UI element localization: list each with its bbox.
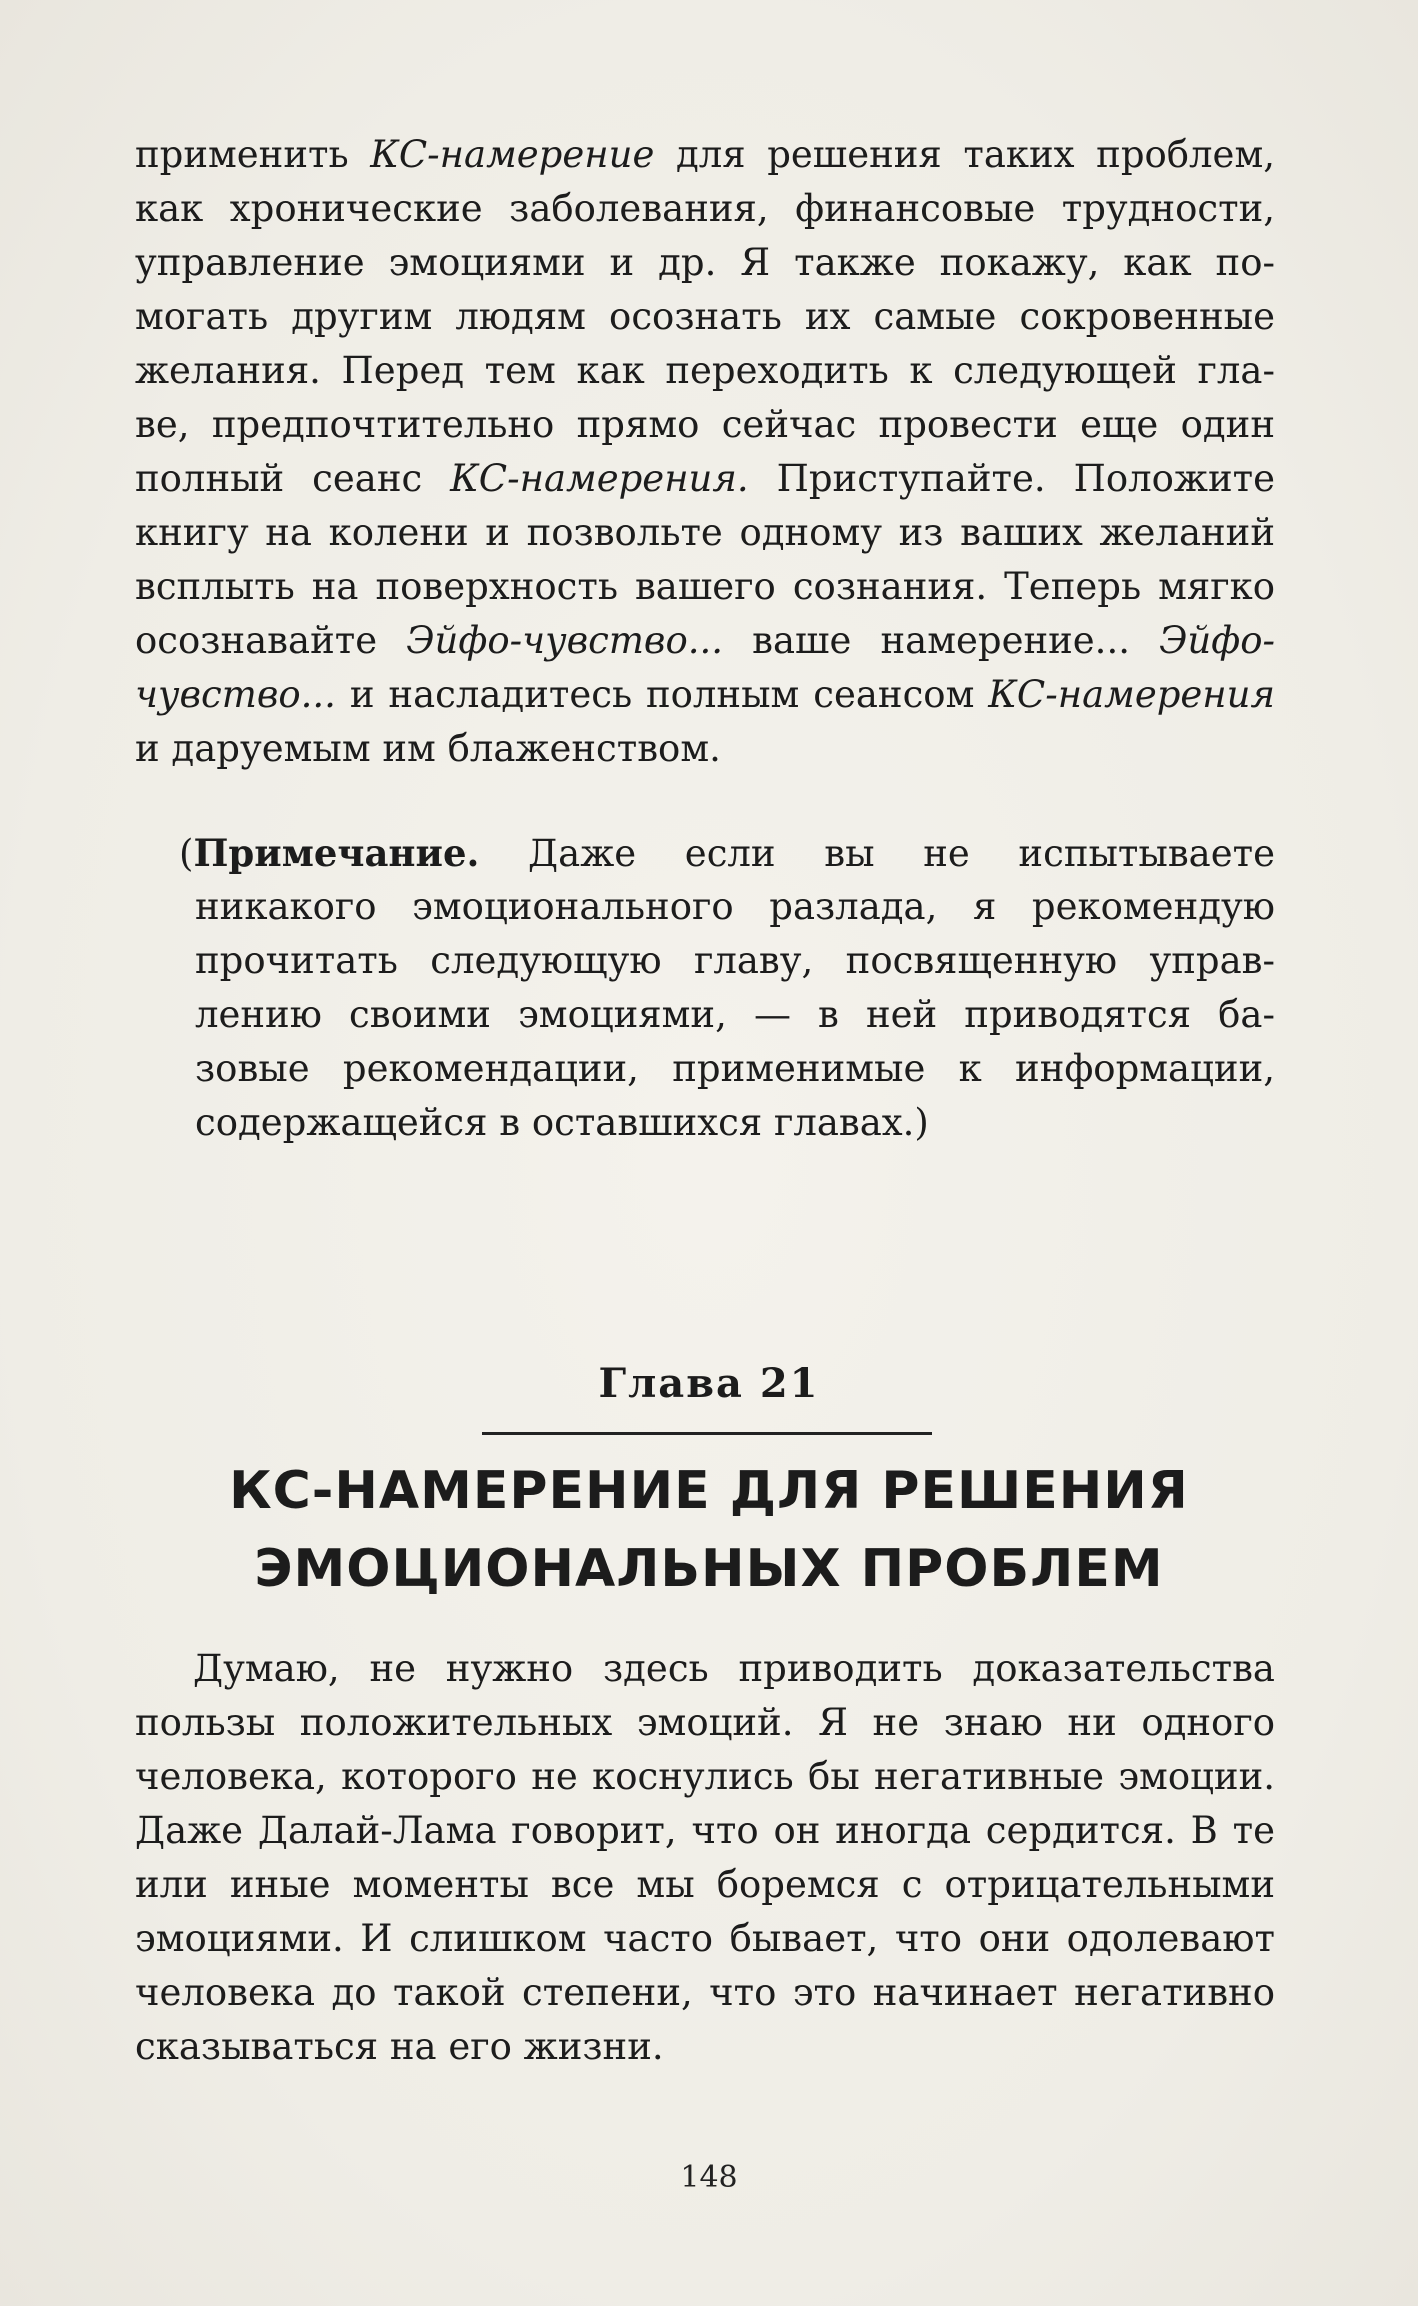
text-line [135, 182, 1275, 236]
text-run: содержащейся в оставшихся главах.) [195, 1101, 929, 1144]
text-run: книгу на колени и позвольте одному из ваших желаний [135, 511, 1275, 554]
text-run: ( [179, 832, 194, 875]
text-run: полный сеанс [135, 457, 451, 500]
text-line [195, 880, 1275, 934]
text-line [195, 1042, 1275, 1096]
text-run: для решения таких проблем, [654, 133, 1275, 176]
italic-term: чувство... [135, 673, 336, 716]
italic-term: КС-намерение [370, 133, 655, 176]
text-line [135, 128, 1275, 182]
text-run: зовые рекомендации, применимые к информации, [195, 1047, 1275, 1090]
text-line [135, 506, 1275, 560]
text-run: прочитать следующую главу, посвященную управ- [195, 939, 1275, 982]
text-line [135, 452, 1275, 506]
text-run: осознавайте [135, 619, 407, 662]
text-run: человека до такой степени, что это начинает негативно [135, 1971, 1275, 2014]
text-run: применить [135, 133, 371, 176]
text-line [195, 988, 1275, 1042]
text-line [135, 1696, 1275, 1750]
chapter-title-line-1: КС-НАМЕРЕНИЕ ДЛЯ РЕШЕНИЯ [229, 1461, 1189, 1521]
note-paragraph [179, 826, 1275, 1150]
text-line [135, 236, 1275, 290]
italic-term: Эйфо- [1159, 619, 1275, 662]
text-line [135, 290, 1275, 344]
page-number: 148 [680, 2160, 738, 2195]
text-line [135, 1750, 1275, 1804]
chapter-title-line-2: ЭМОЦИОНАЛЬНЫХ ПРОБЛЕМ [254, 1539, 1164, 1599]
text-run: Даже Далай-Лама говорит, что он иногда сердится. В те [135, 1809, 1275, 1852]
text-run: эмоциями. И слишком часто бывает, что они одолевают [135, 1917, 1275, 1960]
text-run: сказываться на его жизни. [135, 2025, 664, 2068]
text-line [135, 614, 1275, 668]
text-line [135, 1966, 1275, 2020]
text-line [135, 398, 1275, 452]
text-run: и даруемым им блаженством. [135, 727, 721, 770]
text-line [135, 722, 1275, 776]
chapter-title [0, 1452, 1418, 1608]
text-line [195, 1096, 1275, 1150]
text-run: или иные моменты все мы боремся с отрицательными [135, 1863, 1275, 1906]
text-line [135, 1642, 1275, 1696]
text-run: управление эмоциями и др. Я также покажу, как по- [135, 241, 1275, 284]
text-run: человека, которого не коснулись бы негативные эмоции. [135, 1755, 1275, 1798]
chapter-label: Глава 21 [598, 1360, 820, 1407]
text-line [135, 2020, 1275, 2074]
text-line [179, 826, 1275, 880]
text-run: желания. Перед тем как переходить к следующей гла- [135, 349, 1275, 392]
text-run: ваше намерение... [723, 619, 1160, 662]
text-line [135, 668, 1275, 722]
paragraph-1 [135, 128, 1275, 776]
text-run: пользы положительных эмоций. Я не знаю ни одного [135, 1701, 1275, 1744]
text-run: Думаю, не нужно здесь приводить доказательства [193, 1647, 1275, 1690]
text-run: никакого эмоционального разлада, я рекомендую [195, 885, 1275, 928]
text-line [135, 344, 1275, 398]
bold-term: Примечание. [193, 831, 480, 875]
text-run: ве, предпочтительно прямо сейчас провести еще один [135, 403, 1275, 446]
text-run: всплыть на поверхность вашего сознания. Теперь мягко [135, 565, 1275, 608]
text-line [135, 560, 1275, 614]
text-line [135, 1912, 1275, 1966]
text-run: Даже если вы не испытываете [479, 832, 1275, 875]
chapter-divider [482, 1432, 932, 1435]
text-run: лению своими эмоциями, — в ней приводятся ба- [195, 993, 1275, 1036]
paragraph-2 [135, 1642, 1275, 2074]
text-line [135, 1804, 1275, 1858]
text-line [195, 934, 1275, 988]
text-run: и насладитесь полным сеансом [335, 673, 989, 716]
text-line [135, 1858, 1275, 1912]
text-run: могать другим людям осознать их самые сокровенные [135, 295, 1275, 338]
text-run: Приступайте. Положите [748, 457, 1275, 500]
text-run: как хронические заболевания, финансовые трудности, [135, 187, 1275, 230]
italic-term: КС-намерения [988, 673, 1275, 716]
italic-term: КС-намерения. [450, 457, 749, 500]
italic-term: Эйфо-чувство... [406, 619, 724, 662]
